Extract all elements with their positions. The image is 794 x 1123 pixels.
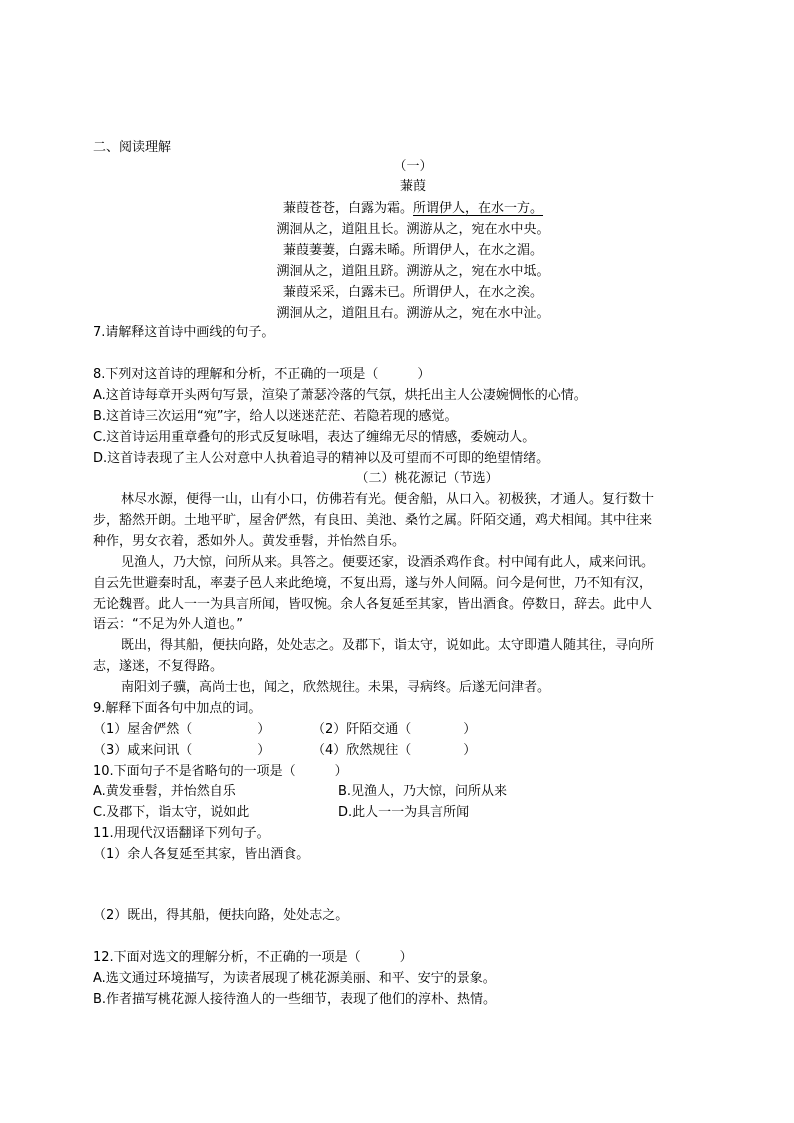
- passage-line: 步，豁然开朗。土地平旷，屋舍俨然，有良田、美池、桑竹之属。阡陌交通，鸡犬相闻。其中往来: [93, 513, 653, 528]
- question-8-option: C.这首诗运用重章叠句的形式反复咏唱，表达了缠绵无尽的情感，委婉动人。: [93, 430, 536, 445]
- passage-line: 志，遂迷，不复得路。: [93, 659, 224, 674]
- poem-line: 蒹葭采采，白露未已。所谓伊人，在水之涘。: [282, 285, 543, 300]
- passage-line: 南阳刘子骥，高尚士也，闻之，欣然规往。未果，寻病终。后遂无问津者。: [121, 680, 551, 695]
- question-11-item: （2）既出，得其船，便扶向路，处处志之。: [93, 908, 349, 923]
- part1-number: （一）: [393, 159, 433, 174]
- passage-line: 林尽水源，便得一山，山有小口，仿佛若有光。便舍船，从口入。初极狭，才通人。复行数十: [121, 492, 655, 507]
- poem-line: 蒹葭萋萋，白露未晞。所谓伊人，在水之湄。: [282, 243, 543, 258]
- passage-line: 无论魏晋。此人一一为具言所闻，皆叹惋。余人各复延至其家，皆出酒食。停数日，辞去。此中人: [93, 597, 653, 612]
- question-9-item: （3）咸来问讯（ ）: [93, 743, 271, 758]
- question-12-stem: 12.下面对选文的理解分析，不正确的一项是（ ）: [93, 950, 413, 965]
- poem-title: 蒹葭: [399, 179, 426, 194]
- passage-line: 既出，得其船，便扶向路，处处志之。及郡下，诣太守，说如此。太守即遣人随其往，寻向所: [121, 638, 655, 653]
- poem-line: 溯洄从之，道阻且跻。溯游从之，宛在水中坻。: [276, 264, 550, 279]
- question-10-option: A.黄发垂髫，并怡然自乐: [93, 784, 236, 799]
- question-12-option: A.选文通过环境描写，为读者展现了桃花源美丽、和平、安宁的景象。: [93, 971, 496, 986]
- question-9-item: （4）欣然规往（ ）: [312, 743, 477, 758]
- question-8-option: D.这首诗表现了主人公对意中人执着追寻的精神以及可望而不可即的绝望情绪。: [93, 451, 550, 466]
- passage-line: 种作，男女衣着，悉如外人。黄发垂髫，并怡然自乐。: [93, 534, 406, 549]
- section-title: 二、阅读理解: [93, 140, 172, 155]
- question-12-option: B.作者描写桃花源人接待渔人的一些细节，表现了他们的淳朴、热情。: [93, 992, 497, 1007]
- question-10-option: D.此人一一为具言所闻: [338, 805, 470, 820]
- question-10-option: C.及郡下，诣太守，说如此: [93, 805, 250, 820]
- poem-line: 蒹葭苍苍，白露为霜。所谓伊人，在水一方。: [282, 201, 544, 216]
- passage-title: （二）桃花源记（节选）: [355, 471, 499, 486]
- poem-line: 溯洄从之，道阻且长。溯游从之，宛在水中央。: [276, 222, 550, 237]
- question-7: 7.请解释这首诗中画线的句子。: [93, 325, 275, 340]
- passage-line: 自云先世避秦时乱，率妻子邑人来此绝境，不复出焉，遂与外人间隔。问今是何世，乃不知有汉，: [93, 576, 653, 591]
- question-9-item: （2）阡陌交通（ ）: [312, 722, 477, 737]
- question-11-item: （1）余人各复延至其家，皆出酒食。: [93, 847, 310, 862]
- passage-line: 语云：“不足为外人道也。”: [93, 617, 243, 632]
- question-9-item: （1）屋舍俨然（ ）: [93, 722, 271, 737]
- question-8-option: A.这首诗每章开头两句写景，渲染了萧瑟冷落的气氛，烘托出主人公凄婉惆怅的心情。: [93, 388, 587, 403]
- poem-line: 溯洄从之，道阻且右。溯游从之，宛在水中沚。: [276, 306, 550, 321]
- question-11-stem: 11.用现代汉语翻译下列句子。: [93, 826, 270, 841]
- question-10-option: B.见渔人，乃大惊，问所从来: [338, 784, 508, 799]
- question-10-stem: 10.下面句子不是省略句的一项是（ ）: [93, 764, 348, 779]
- question-9-stem: 9.解释下面各句中加点的词。: [93, 701, 262, 716]
- passage-line: 见渔人，乃大惊，问所从来。具答之。便要还家，设酒杀鸡作食。村中闻有此人，咸来问讯。: [121, 555, 655, 570]
- underlined-sentence: 所谓伊人，在水一方。: [413, 201, 544, 216]
- question-8-option: B.这首诗三次运用“宛”字，给人以迷迷茫茫、若隐若现的感觉。: [93, 409, 458, 424]
- question-8-stem: 8.下列对这首诗的理解和分析，不正确的一项是（ ）: [93, 367, 431, 382]
